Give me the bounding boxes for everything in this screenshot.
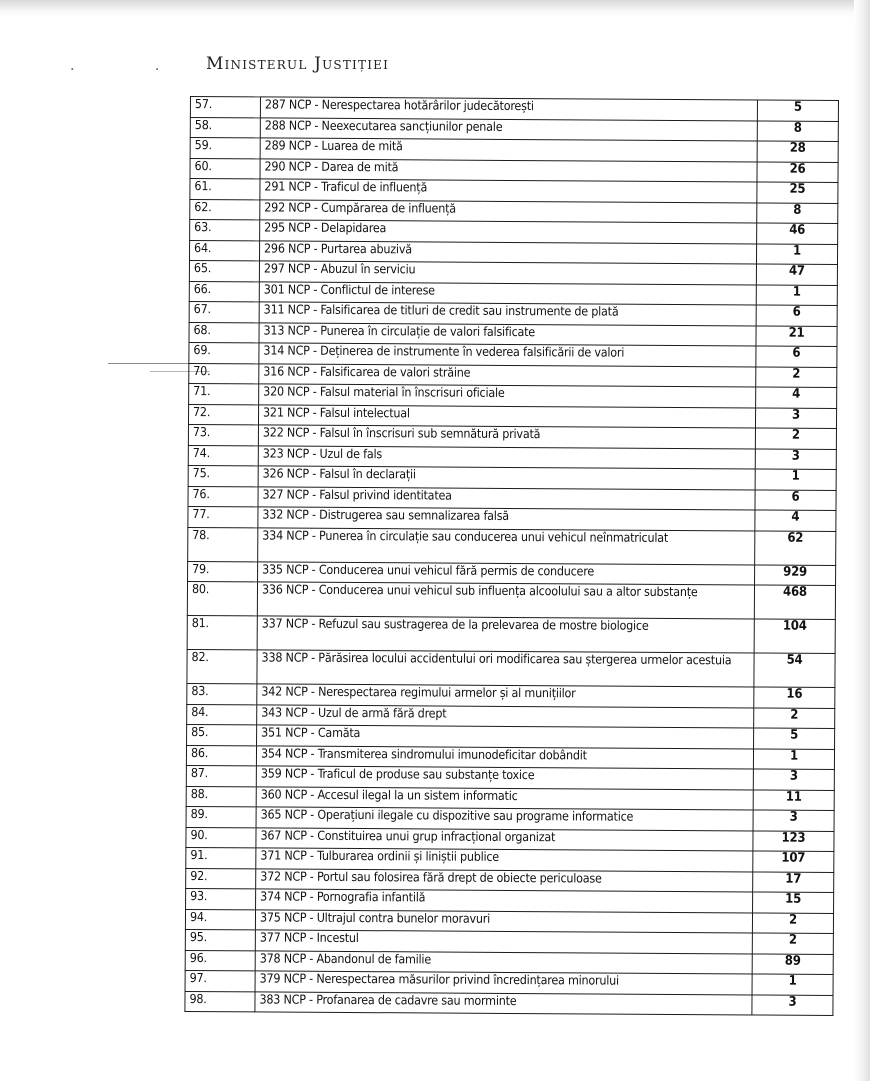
offense-description: 335 NCP - Conducerea unui vehicul fără permis de conducere — [258, 561, 755, 585]
offense-description: 332 NCP - Distrugerea sau semnalizarea falsă — [258, 507, 755, 531]
case-count: 5 — [754, 728, 835, 749]
offense-description: 377 NCP - Incestul — [255, 930, 752, 954]
margin-marks: . . — [70, 58, 198, 74]
case-count: 107 — [753, 851, 834, 872]
row-number: 76. — [188, 486, 258, 507]
offense-description: 321 NCP - Falsul intelectual — [258, 404, 755, 428]
offense-description: 343 NCP - Uzul de armă fără drept — [257, 704, 754, 728]
row-number: 91. — [186, 847, 256, 868]
row-number: 63. — [190, 220, 260, 241]
table-row — [187, 615, 835, 653]
offense-description: 292 NCP - Cumpărarea de influență — [260, 199, 757, 223]
row-number: 67. — [189, 301, 259, 322]
row-number: 75. — [188, 465, 258, 486]
offense-description: 313 NCP - Punerea în circulație de valori falsificate — [259, 322, 756, 346]
case-count: 28 — [757, 141, 838, 162]
offense-description: 326 NCP - Falsul în declarații — [258, 466, 755, 490]
row-number: 88. — [186, 786, 256, 807]
case-count: 6 — [756, 305, 837, 326]
case-count: 21 — [756, 325, 837, 346]
case-count: 1 — [756, 243, 837, 264]
case-count: 25 — [757, 182, 838, 203]
row-number: 78. — [188, 527, 258, 561]
offenses-table-body — [185, 97, 839, 1016]
case-count: 47 — [756, 264, 837, 285]
offense-description: 372 NCP - Portul sau folosirea fără drept de obiecte periculoase — [256, 868, 753, 892]
case-count: 8 — [757, 202, 838, 223]
row-number: 94. — [185, 909, 255, 930]
row-number: 79. — [188, 561, 258, 582]
offense-description: 365 NCP - Operațiuni ilegale cu dispozitive sau programe informatice — [256, 807, 753, 831]
offense-description: 311 NCP - Falsificarea de titluri de credit sau instrumente de plată — [259, 302, 756, 326]
case-count: 89 — [752, 953, 833, 974]
offense-description: 301 NCP - Conflictul de interese — [259, 281, 756, 305]
case-count: 5 — [757, 100, 838, 121]
offense-description: 323 NCP - Uzul de fals — [258, 445, 755, 469]
row-number: 90. — [186, 827, 256, 848]
offense-description: 320 NCP - Falsul material în înscrisuri oficiale — [259, 384, 756, 408]
case-count: 2 — [755, 428, 836, 449]
case-count: 3 — [752, 994, 833, 1015]
case-count: 3 — [753, 810, 834, 831]
case-count: 11 — [753, 789, 834, 810]
case-count: 6 — [755, 489, 836, 510]
case-count: 3 — [755, 448, 836, 469]
row-number: 80. — [187, 581, 257, 615]
case-count: 2 — [754, 707, 835, 728]
row-number: 89. — [186, 806, 256, 827]
case-count: 2 — [752, 912, 833, 933]
case-count: 2 — [756, 366, 837, 387]
ministry-header: Ministerul Justiției — [206, 54, 390, 74]
case-count: 6 — [756, 346, 837, 367]
offense-description: 371 NCP - Tulburarea ordinii și liniștii publice — [256, 848, 753, 872]
offenses-table — [184, 96, 839, 1016]
offense-description: 378 NCP - Abandonul de familie — [255, 950, 752, 974]
row-number: 77. — [188, 506, 258, 527]
offense-description: 297 NCP - Abuzul în serviciu — [259, 261, 756, 285]
case-count: 1 — [753, 748, 834, 769]
case-count: 46 — [757, 223, 838, 244]
case-count: 26 — [757, 161, 838, 182]
offense-description: 337 NCP - Refuzul sau sustragerea de la prelevarea de mostre biologice — [257, 616, 754, 653]
row-number: 96. — [185, 950, 255, 971]
table-row — [185, 991, 833, 1015]
offense-description: 359 NCP - Traficul de produse sau substanțe toxice — [256, 766, 753, 790]
row-number: 83. — [187, 683, 257, 704]
row-number: 62. — [190, 199, 260, 220]
row-number: 97. — [185, 970, 255, 991]
row-number: 84. — [187, 704, 257, 725]
offense-description: 342 NCP - Nerespectarea regimului armelor și al munițiilor — [257, 684, 754, 708]
offense-description: 295 NCP - Delapidarea — [260, 220, 757, 244]
case-count: 4 — [756, 387, 837, 408]
offense-description: 296 NCP - Purtarea abuzivă — [259, 240, 756, 264]
offense-description: 367 NCP - Constituirea unui grup infracțional organizat — [256, 827, 753, 851]
row-number: 92. — [186, 868, 256, 889]
scan-right-edge — [854, 0, 870, 1081]
row-number: 95. — [185, 929, 255, 950]
row-number: 71. — [189, 383, 259, 404]
row-number: 74. — [188, 445, 258, 466]
offense-description: 354 NCP - Transmiterea sindromului imunodeficitar dobândit — [256, 745, 753, 769]
case-count: 3 — [753, 769, 834, 790]
row-number: 70. — [189, 363, 259, 384]
row-number: 64. — [189, 240, 259, 261]
row-number: 98. — [185, 991, 255, 1012]
offense-description: 374 NCP - Pornografia infantilă — [256, 889, 753, 913]
row-number: 85. — [187, 724, 257, 745]
case-count: 123 — [753, 830, 834, 851]
row-number: 68. — [189, 322, 259, 343]
row-number: 69. — [189, 342, 259, 363]
offense-description: 322 NCP - Falsul în înscrisuri sub semnătură privată — [258, 425, 755, 449]
case-count: 104 — [754, 619, 835, 653]
offense-description: 338 NCP - Părăsirea locului accidentului ori modificarea sau ștergerea urmelor acestuia — [257, 650, 754, 687]
row-number: 93. — [186, 888, 256, 909]
offense-description: 316 NCP - Falsificarea de valori străine — [259, 363, 756, 387]
offense-description: 289 NCP - Luarea de mită — [260, 138, 757, 162]
offense-description: 336 NCP - Conducerea unui vehicul sub influența alcoolului sau a altor substanțe — [257, 582, 754, 619]
case-count: 8 — [757, 120, 838, 141]
offense-description: 314 NCP - Deținerea de instrumente în vederea falsificării de valori — [259, 343, 756, 367]
offense-description: 288 NCP - Neexecutarea sancțiunilor penale — [260, 117, 757, 141]
offense-description: 327 NCP - Falsul privind identitatea — [258, 486, 755, 510]
case-count: 16 — [754, 687, 835, 708]
row-number: 82. — [187, 649, 257, 683]
row-number: 81. — [187, 615, 257, 649]
scan-artifact-line — [108, 363, 192, 364]
offense-description: 351 NCP - Camăta — [257, 725, 754, 749]
case-count: 3 — [755, 407, 836, 428]
case-count: 929 — [755, 564, 836, 585]
row-number: 87. — [186, 765, 256, 786]
offense-description: 379 NCP - Nerespectarea măsurilor privind încredințarea minorului — [255, 971, 752, 995]
case-count: 1 — [752, 974, 833, 995]
row-number: 57. — [190, 97, 260, 118]
row-number: 65. — [189, 261, 259, 282]
case-count: 54 — [754, 653, 835, 687]
row-number: 72. — [188, 404, 258, 425]
row-number: 86. — [186, 745, 256, 766]
case-count: 1 — [755, 469, 836, 490]
table-row — [187, 581, 835, 619]
table-row — [188, 527, 836, 565]
case-count: 4 — [755, 510, 836, 531]
row-number: 59. — [190, 138, 260, 159]
scan-top-edge — [0, 0, 870, 18]
case-count: 15 — [753, 892, 834, 913]
case-count: 1 — [756, 284, 837, 305]
offense-description: 334 NCP - Punerea în circulație sau conducerea unui vehicul neînmatriculat — [258, 527, 755, 564]
offense-description: 287 NCP - Nerespectarea hotărârilor judecătorești — [260, 97, 757, 121]
offense-description: 360 NCP - Accesul ilegal la un sistem informatic — [256, 786, 753, 810]
case-count: 17 — [753, 871, 834, 892]
offense-description: 290 NCP - Darea de mită — [260, 158, 757, 182]
case-count: 62 — [755, 530, 836, 564]
row-number: 58. — [190, 117, 260, 138]
table-row — [187, 649, 835, 687]
row-number: 60. — [190, 158, 260, 179]
offense-description: 383 NCP - Profanarea de cadavre sau morminte — [255, 991, 752, 1015]
row-number: 66. — [189, 281, 259, 302]
row-number: 61. — [190, 179, 260, 200]
offense-description: 291 NCP - Traficul de influență — [260, 179, 757, 203]
row-number: 73. — [188, 424, 258, 445]
case-count: 2 — [752, 933, 833, 954]
offense-description: 375 NCP - Ultrajul contra bunelor moravuri — [255, 909, 752, 933]
case-count: 468 — [754, 585, 835, 619]
